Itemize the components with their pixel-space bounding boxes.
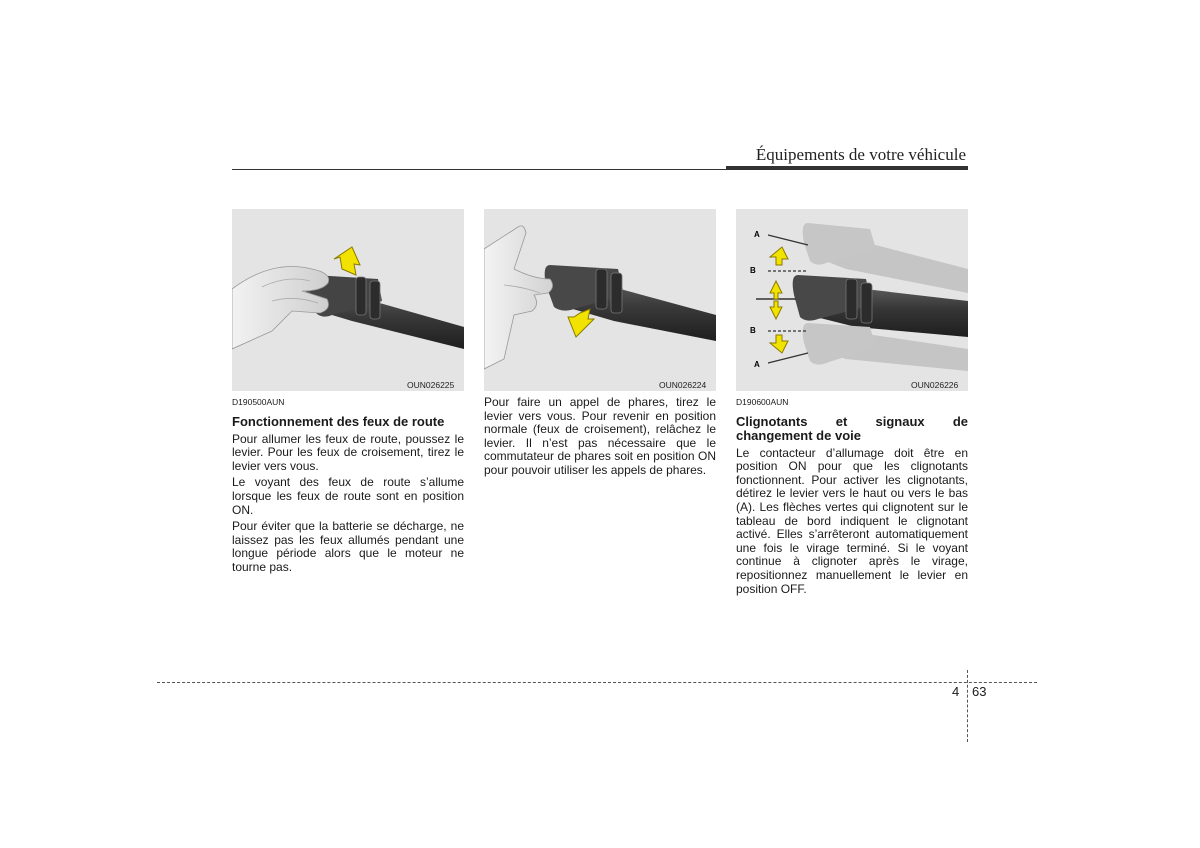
paragraph: Le contacteur d’allumage doit être en position ON pour que les clignotants fonctionnent. Pour activer les clignotants, détirez le levier vers le haut ou vers le bas (A). Les flèches vertes qui clignotent sur le tableau de bord indiquent le clignotant activé. Elles s’arrêteront automatiquement une fois le virage terminé. Si le voyant continue à clignoter après le virage, repositionnez manuellement le levier en position OFF. xyxy=(736,445,968,596)
fig-label-b-top: B xyxy=(750,266,756,275)
figure-high-beam-push xyxy=(232,209,464,391)
page-header-title: Équipements de votre véhicule xyxy=(755,145,966,164)
section-code: D190500AUN xyxy=(232,397,285,407)
header-rule-thick xyxy=(726,166,968,170)
figure-turn-signals xyxy=(736,209,968,391)
column-turn-signals xyxy=(736,396,968,599)
paragraph: Le voyant des feux de route s’allume lorsque les feux de route sont en position ON. xyxy=(232,475,464,517)
page-number: 63 xyxy=(972,684,987,699)
figure-flash-pull xyxy=(484,209,716,391)
section-title: Clignotants et signaux de changement de voie xyxy=(736,413,968,443)
paragraph: Pour éviter que la batterie se décharge, ne laissez pas les feux allumés pendant une longue période alors que le moteur ne tourne pas. xyxy=(232,519,464,574)
figure-code: OUN026224 xyxy=(659,380,707,390)
header-rule-thin xyxy=(232,169,727,170)
chapter-number: 4 xyxy=(952,684,960,699)
section-title: Fonctionnement des feux de route xyxy=(232,413,445,429)
column-high-beam xyxy=(232,396,464,578)
paragraph: Pour faire un appel de phares, tirez le levier vers vous. Pour revenir en position normale (feux de croisement), relâchez le levier. Il n’est pas nécessaire que le commutateur de phares soit en position ON pour pouvoir utiliser les appels de phares. xyxy=(484,395,716,477)
figure-code: OUN026225 xyxy=(407,380,455,390)
paragraph: Pour allumer les feux de route, poussez le levier. Pour les feux de croisement, tirez le levier vers vous. xyxy=(232,431,464,473)
column-flash xyxy=(484,396,716,481)
fig-label-a-bottom: A xyxy=(754,360,760,369)
fig-label-b-bottom: B xyxy=(750,326,756,335)
footer-dashed-rule xyxy=(157,682,1037,683)
fig-label-a-top: A xyxy=(754,230,760,239)
figure-code: OUN026226 xyxy=(911,380,959,390)
section-code: D190600AUN xyxy=(736,397,789,407)
footer-vertical-rule xyxy=(967,670,968,742)
